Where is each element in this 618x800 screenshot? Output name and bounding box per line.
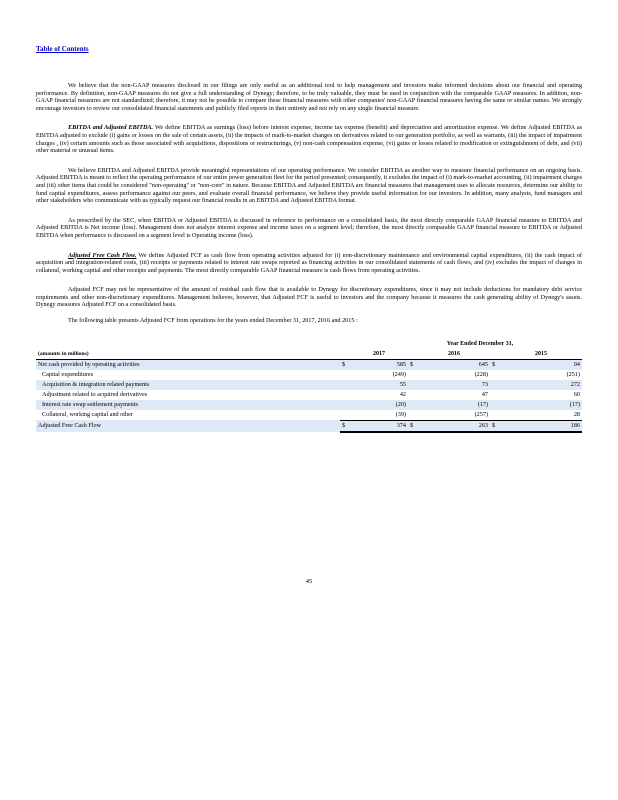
page-number: 45: [305, 578, 313, 585]
table-row: Interest rate swap settlement payments (20) (17) (17): [36, 400, 582, 410]
year-2015: 2015: [535, 350, 547, 357]
paragraph-non-gaap: We believe that the non-GAAP measures disclosed in our filings are only useful as an additional tool to help management and investors make informed decisions about our financial and operating performance. By definition, non-GAAP measures do not give a full understanding of Dynegy; therefore, to be truly valuable, they must be used in conjunction with the comparable GAAP measures. In addition, non-GAAP financial measures are not standardized; therefore, it may not be possible to compare these financial measures with other companies' non-GAAP financial measures having the same or similar names. We strongly encourage investors to review our consolidated financial statements and publicly filed reports in their entirety and not rely on any single financial measure.: [36, 82, 582, 112]
paragraph-sec-comparable: As prescribed by the SEC, when EBITDA or Adjusted EBITDA is discussed in reference to performance on a consolidated basis, the most directly comparable GAAP financial measure to EBITDA and Adjusted EBITDA is Net income (loss). Management does not analyze interest expense and income taxes on a segment level; therefore, the most directly comparable GAAP financial measure to EBITDA or Adjusted EBITDA when performance is discussed on a segment level is Operating income (loss).: [36, 216, 582, 239]
paragraph-ebitda-definition: [36, 124, 582, 154]
row-label: Interest rate swap settlement payments: [36, 400, 340, 410]
row-label: Collateral, working capital and other: [42, 410, 133, 418]
year-2016: 2016: [448, 350, 460, 357]
paragraph-table-intro: The following table presents Adjusted FCF from operations for the years ended December 31, 2017, 2016 and 2015 :: [68, 317, 358, 325]
row-label: Adjustment related to acquired derivatives: [42, 390, 148, 398]
table-of-contents-link[interactable]: Table of Contents: [36, 45, 89, 53]
paragraph-ebitda-usefulness: We believe EBITDA and Adjusted EBITDA provide meaningful representations of our operating performance. We consider EBITDA as another way to measure financial performance on an ongoing basis. Adjusted EBITDA is meant to reflect the operating performance of our entire power generation fleet for the period presented; consequently, it excludes the impact of (i) mark-to-market accounting, (ii) impairment charges and (iii) other items that could be considered "non-operating" or "non-core" in nature. Because EBITDA and Adjusted EBITDA are financial measures that management uses to allocate resources, determine our ability to fund capital expenditures, assess performance against our peers, and evaluate overall financial performance, we believe they provide useful information for our investors. In addition, many analysts, fund managers and other stakeholders who communicate with us typically request our financial results in an EBITDA and Adjusted EBITDA format.: [36, 166, 582, 205]
document-page: [36, 38, 582, 433]
table-row: Capital expenditures (249) (228) (251): [36, 370, 582, 380]
paragraph-fcf-limitations: Adjusted FCF may not be representative of the amount of residual cash flow that is available to Dynegy for discretionary expenditures, since it may not include deductions for mandatory debt service requirements and other non-discretionary expenditures. Management believes, however, that Adjusted FCF is useful to investors and the company because it measures the cash generating ability of Dynegy's assets. Dynegy measures Adjusted FCF on a consolidated basis.: [36, 286, 582, 309]
ebitda-heading: EBITDA and Adjusted EBITDA.: [68, 124, 154, 132]
paragraph-fcf-definition: [36, 252, 582, 275]
table-row: Collateral, working capital and other (39) (257) 28: [36, 410, 582, 421]
row-label: Net cash provided by operating activities: [36, 359, 340, 370]
fcf-heading: Adjusted Free Cash Flow.: [68, 251, 137, 259]
table-year-header-row: [36, 339, 582, 349]
table-row: Adjustment related to acquired derivatives 42 47 60: [36, 390, 582, 400]
row-label: Acquisition & integration related payments: [36, 380, 340, 390]
years-header: Year Ended December 31,: [446, 340, 514, 347]
table-column-header-row: [36, 349, 582, 360]
amounts-label: (amounts in millions): [38, 350, 89, 357]
adjusted-fcf-table: [36, 339, 582, 433]
year-2017: 2017: [373, 350, 385, 357]
row-label: Adjusted Free Cash Flow: [36, 420, 340, 432]
ebitda-definition-text: We define EBITDA as earnings (loss) before interest expense, income tax expense (benefit) and depreciation and amortization expense. We define Adjusted EBITDA as EBITDA adjusted to exclude (i) gains or losses on the sale of certain assets, (ii) the impacts of mark-to-market changes on derivatives related to our generation portfolio, as well as warrants, (iii) the impact of impairment charges , (iv) certain amounts such as those associated with acquisitions, dispositions or restructurings, (v) non-cash compensation expense, (vi) gains or losses related to modification or extinguishment of debt, and (vii) other material or unusual items.: [36, 124, 582, 155]
table-row: Net cash provided by operating activities $ 585 $ 645 $ 94: [38, 360, 580, 368]
fcf-definition-text: We define Adjusted FCF as cash flow from operating activities adjusted for (i) non-discretionary maintenance and environmental capital expenditures, (ii) the cash impact of acquisition and integration-related costs, (iii) receipts or payments related to interest rate swaps reported as financing activities in our consolidated statements of cash flows, and (iv) excludes the impact of changes in collateral, working capital and other receipts and payments. The most directly comparable GAAP financial measure is cash flows from operating activities.: [36, 251, 582, 274]
row-label: Capital expenditures: [42, 370, 94, 378]
table-total-row: Adjusted Free Cash Flow $ 374 $ 263 $ 186: [36, 420, 582, 432]
table-row: Acquisition & integration related payments 55 73 272: [36, 380, 582, 390]
